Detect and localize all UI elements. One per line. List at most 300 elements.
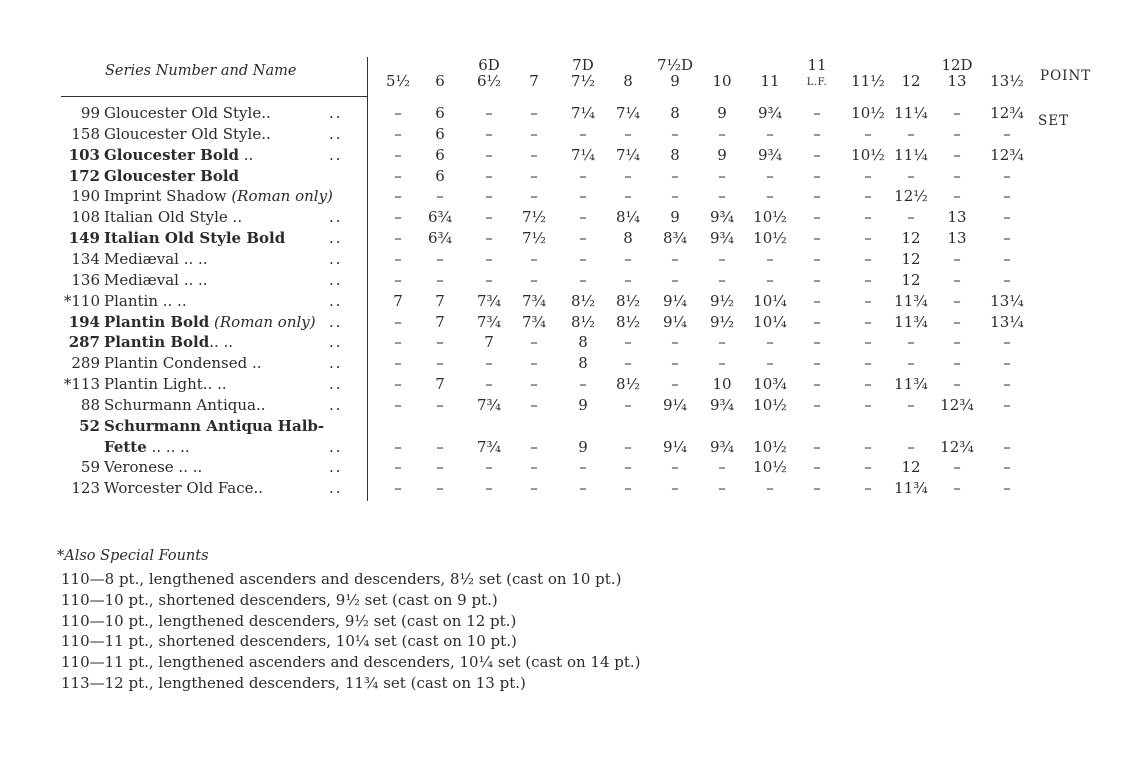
set-value: – [953,458,961,477]
series-name-text: Plantin Light [104,375,203,394]
set-value: – [671,124,679,143]
table-row [0,187,1125,208]
set-value: – [671,333,679,352]
leader-dots: .. [329,208,343,227]
set-value: – [1003,249,1011,268]
series-name-text: Worcester Old Face [104,479,254,498]
table-row [0,104,1125,125]
set-value: – [394,229,402,248]
leader-dots: .. [329,145,343,164]
series-name-text: Mediæval [104,270,179,289]
set-value: 12 [901,458,921,477]
set-value: 11¾ [894,479,928,498]
set-value: – [394,145,402,164]
series-name [104,208,242,226]
table-row [0,354,1125,375]
set-value: – [530,145,538,164]
set-value: – [766,333,774,352]
set-value: – [1003,166,1011,185]
set-value: – [671,354,679,373]
set-value: – [485,270,493,289]
set-value: – [907,166,915,185]
series-note: (Roman only) [214,312,316,331]
set-value: – [436,354,444,373]
set-value: – [864,458,872,477]
series-number: 99 [80,104,100,122]
set-value: – [766,124,774,143]
set-value: – [394,354,402,373]
set-value: – [766,270,774,289]
set-value: 12¾ [940,437,974,456]
set-value: 8 [670,145,680,164]
set-value: – [485,229,493,248]
table-row [0,271,1125,292]
set-value: – [394,312,402,331]
column-header-top: 7D [572,56,594,74]
set-value: – [766,354,774,373]
set-value: – [624,437,632,456]
set-value: – [624,333,632,352]
set-value: – [1003,458,1011,477]
set-value: – [864,187,872,206]
series-name [104,271,208,289]
set-value: – [394,249,402,268]
set-value: – [485,104,493,122]
set-value: – [485,479,493,498]
set-value: – [671,270,679,289]
set-value: 8¼ [615,208,641,227]
set-value: – [953,479,961,498]
column-header-size: 6 [435,72,445,90]
table-row [0,146,1125,167]
series-name [104,104,271,122]
set-value: 9 [670,208,680,227]
series-name [104,187,333,205]
leader-dots: .. [329,270,343,289]
set-value: – [813,395,821,414]
set-value: – [864,208,872,227]
series-name-text: Italian Old Style Bold [104,229,286,248]
set-value: – [718,166,726,185]
series-number: *113 [63,375,100,394]
series-name-text: Mediæval [104,249,179,268]
series-name [104,333,233,351]
series-number: 149 [68,229,100,248]
set-value: – [530,270,538,289]
set-value: 12¾ [990,104,1024,122]
set-value: 12 [901,229,921,248]
set-value: – [579,124,587,143]
set-value: – [953,270,961,289]
set-value: – [718,479,726,498]
series-number: 194 [68,312,100,331]
leader-dots: .. [329,333,343,352]
series-name-text: Gloucester Bold [104,166,240,185]
series-name-text: Plantin Bold [104,312,210,331]
leader-dots: .. .. .. [146,437,190,456]
column-header-size: 12 [901,72,921,90]
set-value: – [530,333,538,352]
series-name-text: Imprint Shadow [104,187,227,206]
set-value: – [766,249,774,268]
series-number: 59 [80,458,100,477]
set-value: 6 [435,104,445,122]
set-value: – [624,395,632,414]
set-value: 12¾ [940,395,974,414]
set-value: – [485,354,493,373]
set-value: – [436,458,444,477]
table-row [0,333,1125,354]
set-value: – [813,249,821,268]
series-name-text: Gloucester Bold [104,145,240,164]
set-value: 12¾ [990,145,1024,164]
set-value: – [624,270,632,289]
set-value: – [671,187,679,206]
series-name-text: Plantin Condensed [104,354,248,373]
set-value: 10½ [851,145,885,164]
set-value: – [718,458,726,477]
set-value: – [394,479,402,498]
set-value: – [579,249,587,268]
table-row [0,375,1125,396]
leader-dots: .. .. [157,291,187,310]
special-fount-note: 110—10 pt., shortened descenders, 9½ set (cast on 9 pt.) [61,590,498,609]
series-name-text: Gloucester Old Style [104,104,262,122]
set-value: – [394,166,402,185]
column-header-size: L.F. [806,77,828,88]
set-value: – [671,458,679,477]
set-value: – [485,145,493,164]
leader-dots: .. [329,291,343,310]
set-value: – [436,437,444,456]
series-number: 88 [80,395,100,414]
series-number: 172 [68,166,100,185]
column-header-size: 9 [670,72,680,90]
set-value: – [864,395,872,414]
column-header-top: 6D [478,56,500,74]
set-value: 9 [578,437,588,456]
set-value: – [864,333,872,352]
point-unit-label: POINT [1040,68,1092,84]
table-row [0,417,1125,438]
set-value: 7½ [521,208,547,227]
series-name-text: Fette [104,437,147,456]
series-number: 289 [71,354,100,373]
set-value: – [530,187,538,206]
set-value: – [485,375,493,394]
set-value: – [813,208,821,227]
set-value: – [1003,375,1011,394]
set-value: – [864,437,872,456]
set-value: – [394,375,402,394]
set-value: – [436,479,444,498]
set-value: – [530,124,538,143]
set-value: – [1003,479,1011,498]
leader-dots: .. [329,479,343,498]
series-name-text: Italian Old Style [104,208,228,227]
set-value: 7¾ [476,312,502,331]
set-value: 11¼ [894,104,928,122]
set-value: 9¾ [757,145,783,164]
set-value: – [907,395,915,414]
set-value: 7¼ [570,145,596,164]
series-name-text: Gloucester Old Style [104,124,262,143]
notes-title-text: *Also Special Founts [57,548,209,564]
set-value: 9¼ [662,395,688,414]
set-value: 9¾ [709,229,735,248]
set-value: – [907,354,915,373]
column-header-size: 10 [712,72,732,90]
set-value: – [394,333,402,352]
set-value: – [953,312,961,331]
set-value: – [813,124,821,143]
leader-dots: .. [329,249,343,268]
leader-dots: .. [261,124,271,143]
set-unit-label: SET [1038,113,1070,129]
set-value: – [953,354,961,373]
set-value: – [436,333,444,352]
set-value: – [394,187,402,206]
set-value: – [624,187,632,206]
set-value: – [436,395,444,414]
special-fount-note: 110—11 pt., shortened descenders, 10¼ set (cast on 10 pt.) [61,632,517,651]
set-value: – [907,124,915,143]
set-value: – [813,166,821,185]
set-value: 6 [435,124,445,143]
set-value: – [436,270,444,289]
table-row [0,208,1125,229]
set-value: – [864,479,872,498]
set-value: 9¼ [662,291,688,310]
set-value: 9 [717,104,727,122]
set-value: – [671,479,679,498]
series-name [104,396,266,414]
set-value: 9½ [709,312,735,331]
set-value: 10½ [753,208,787,227]
series-name [104,167,239,185]
set-value: – [953,145,961,164]
set-value: – [394,124,402,143]
set-value: 6¾ [427,229,453,248]
table-row [0,167,1125,188]
set-value: 7¼ [570,104,596,122]
set-value: – [953,375,961,394]
leader-dots: .. .. [178,270,208,289]
set-value: – [579,375,587,394]
set-value: – [813,375,821,394]
table-row [0,313,1125,334]
leader-dots: .. [329,375,343,394]
set-value: 7¾ [521,312,547,331]
series-name [104,146,253,164]
set-value: 8 [623,229,633,248]
series-name [104,479,263,497]
set-value: – [1003,229,1011,248]
set-value: – [864,354,872,373]
set-value: 7¾ [476,395,502,414]
set-value: 10¼ [753,312,787,331]
set-value: – [953,124,961,143]
set-value: 7¼ [615,145,641,164]
special-fount-note: 113—12 pt., lengthened descenders, 11¾ set (cast on 13 pt.) [61,674,526,692]
set-value: – [530,479,538,498]
set-value: 6 [435,145,445,164]
set-value: 8½ [615,312,641,331]
set-value: – [579,270,587,289]
header-rule [61,96,367,97]
column-header-top: 12D [941,56,973,74]
set-value: – [813,437,821,456]
set-value: 10½ [753,395,787,414]
column-header-size: 6½ [476,72,502,90]
set-value: 11¼ [894,145,928,164]
set-value: 13¼ [990,291,1024,310]
set-value: 7¾ [521,291,547,310]
set-value: – [718,333,726,352]
set-value: – [485,208,493,227]
set-value: – [530,104,538,122]
set-value: – [530,166,538,185]
series-name-text: Schurmann Antiqua [104,395,256,414]
set-value: – [953,333,961,352]
leader-dots: .. [253,479,264,498]
series-column-heading: Series Number and Name [105,63,297,79]
series-number: 103 [68,145,100,164]
set-value: 7¾ [476,291,502,310]
set-value: – [907,208,915,227]
set-value: – [813,333,821,352]
table-row [0,229,1125,250]
leader-dots: .. [227,208,243,227]
set-value: – [718,249,726,268]
set-value: – [530,395,538,414]
set-value: 10½ [851,104,885,122]
set-value: – [671,249,679,268]
set-value: 12 [901,270,921,289]
set-value: – [813,479,821,498]
series-number: *110 [63,291,100,310]
leader-dots: .. .. [173,458,203,477]
set-value: 11¾ [894,291,928,310]
leader-dots: .. [329,312,343,331]
column-header-size: 7 [529,72,539,90]
set-value: – [579,229,587,248]
set-value: – [579,208,587,227]
set-value: 9¾ [709,208,735,227]
notes-title [57,548,209,564]
set-value: 7 [435,312,445,331]
set-value: – [624,166,632,185]
set-value: – [485,124,493,143]
leader-dots: .. [329,124,343,143]
set-value: 9¾ [709,437,735,456]
set-value: 12½ [894,187,928,206]
set-value: 8½ [570,312,596,331]
series-name-text: Plantin Bold [104,333,210,352]
set-value: – [813,104,821,122]
set-value: – [864,229,872,248]
set-value: – [1003,208,1011,227]
set-value: 13 [947,229,967,248]
set-value: – [530,375,538,394]
series-number: 287 [68,333,100,352]
set-value: – [1003,395,1011,414]
column-header-size: 13½ [990,72,1024,90]
set-value: 9¼ [662,312,688,331]
set-value: – [485,187,493,206]
set-value: 7 [435,375,445,394]
set-value: – [624,354,632,373]
set-value: – [394,395,402,414]
set-value: – [813,458,821,477]
set-value: – [530,249,538,268]
set-value: – [864,375,872,394]
table-row [0,479,1125,500]
set-value: 13¼ [990,312,1024,331]
leader-dots: .. [329,437,343,456]
leader-dots: .. [329,458,343,477]
set-value: – [530,437,538,456]
set-value: 12 [901,249,921,268]
special-fount-note: 110—10 pt., lengthened descenders, 9½ set (cast on 12 pt.) [61,611,517,630]
set-value: – [1003,333,1011,352]
set-value: – [579,187,587,206]
set-value: – [394,437,402,456]
set-value: 10 [712,375,732,394]
leader-dots: .. [329,104,343,122]
set-value: – [953,104,961,122]
table-row [0,438,1125,459]
set-value: – [530,354,538,373]
set-value: – [485,166,493,185]
set-value: – [953,291,961,310]
series-number: 134 [71,249,100,268]
set-value: – [813,145,821,164]
column-header-size: 11 [760,72,780,90]
series-name [104,354,262,372]
set-value: 8 [578,333,588,352]
table-row [0,396,1125,417]
set-value: – [579,458,587,477]
set-value: 8 [578,354,588,373]
set-value: – [718,354,726,373]
set-value: 6¾ [427,208,453,227]
series-name [104,375,227,393]
set-value: – [864,270,872,289]
special-fount-note: 110—8 pt., lengthened ascenders and descenders, 8½ set (cast on 10 pt.) [61,570,622,588]
leader-dots: .. [329,395,343,414]
table-row [0,250,1125,271]
series-name [104,417,324,435]
set-value: – [394,208,402,227]
series-name [104,250,208,268]
set-value: – [953,187,961,206]
table-row [0,125,1125,146]
set-value: – [436,249,444,268]
set-value: 8¾ [662,229,688,248]
set-value: 13 [947,208,967,227]
series-name-text: Schurmann Antiqua Halb- [104,416,325,435]
column-header-size: 13 [947,72,967,90]
set-value: – [624,249,632,268]
series-name [104,458,202,476]
series-note: (Roman only) [231,187,333,206]
set-value: 10¼ [753,291,787,310]
set-value: 8½ [615,375,641,394]
column-header-size: 5½ [385,72,411,90]
set-value: – [436,187,444,206]
set-value: – [394,270,402,289]
